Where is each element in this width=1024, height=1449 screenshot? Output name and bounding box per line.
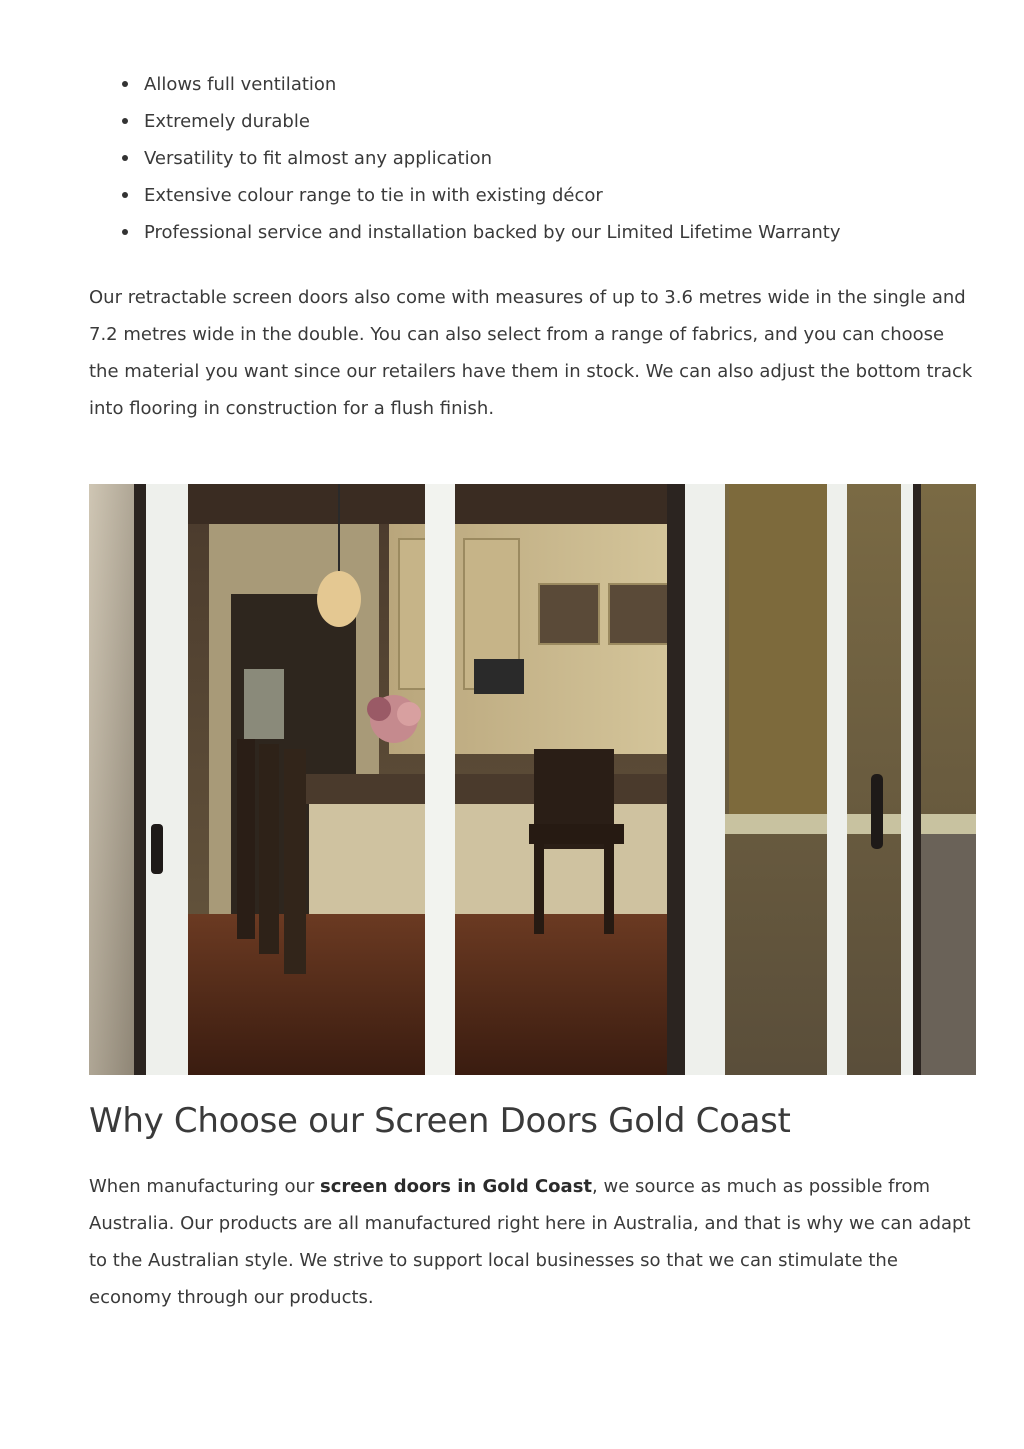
feature-text: Allows full ventilation — [144, 74, 337, 95]
bullet-icon — [122, 192, 128, 198]
paragraph-text-end: , we source as much as possible from Australia. Our products are all manufactured right here in Australia, and that is why we can adapt to the Australian style. We strive to support local businesses so that we can stimulate the economy through our products. — [89, 1176, 971, 1308]
section-paragraph — [89, 1168, 976, 1316]
list-item — [122, 103, 982, 140]
paragraph-text-start: When manufacturing our — [89, 1176, 321, 1197]
bullet-icon — [122, 81, 128, 87]
bullet-icon — [122, 118, 128, 124]
list-item — [122, 214, 982, 251]
list-item — [122, 140, 982, 177]
list-item — [122, 177, 982, 214]
feature-list — [122, 66, 982, 251]
screen-door-photo — [89, 484, 976, 1075]
feature-text: Professional service and installation backed by our Limited Lifetime Warranty — [144, 222, 841, 243]
intro-paragraph: Our retractable screen doors also come with measures of up to 3.6 metres wide in the single and 7.2 metres wide in the double. You can also select from a range of fabrics, and you can choose the material you want since our retailers have them in stock. We can also adjust the bottom track into flooring in construction for a flush finish. — [89, 287, 973, 419]
bullet-icon — [122, 229, 128, 235]
section-title: Why Choose our Screen Doors Gold Coast — [89, 1101, 791, 1141]
bullet-icon — [122, 155, 128, 161]
feature-text: Extensive colour range to tie in with existing décor — [144, 185, 603, 206]
feature-text: Extremely durable — [144, 111, 310, 132]
feature-text: Versatility to fit almost any application — [144, 148, 493, 169]
list-item — [122, 66, 982, 103]
highlight-keyword: screen doors in Gold Coast — [320, 1176, 593, 1197]
